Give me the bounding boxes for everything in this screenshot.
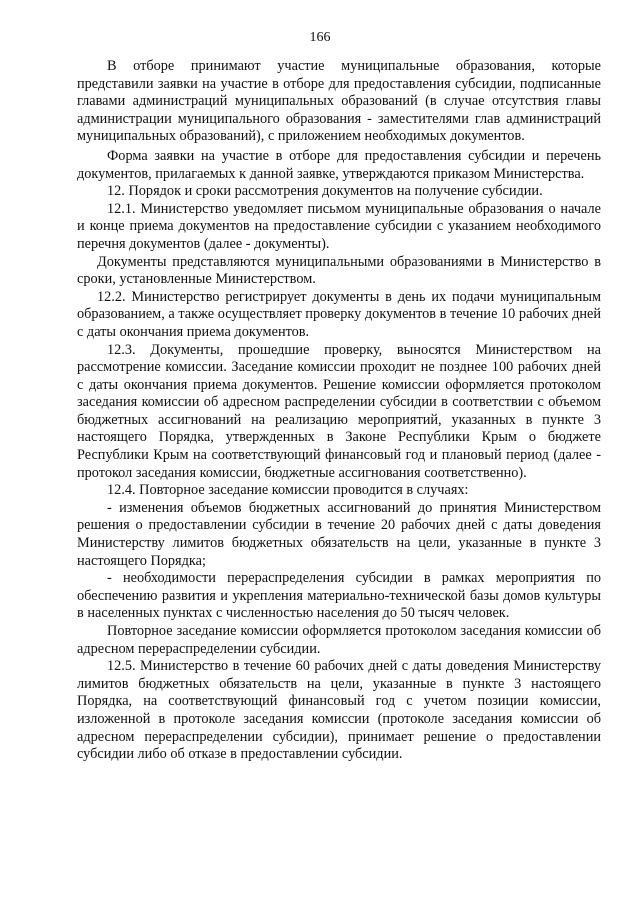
list-item-budget-change: - изменения объемов бюджетных ассигнований до принятия Министерством решения о предоставлении субсидии в течение 20 рабочих дней с даты доведения Министерству лимитов бюджетных обязательств на цели, указанные в пункте 3 настоящего Порядка;	[77, 499, 601, 569]
paragraph-application-form: Форма заявки на участие в отборе для предоставления субсидии и перечень документов, прилагаемых к данной заявке, утверждаются приказом Министерства.	[77, 147, 601, 182]
list-item-redistribution: - необходимости перераспределения субсидии в рамках мероприятия по обеспечению развития и укрепления материально-технической базы домов культуры в населенных пунктах с численностью населения до 50 тысяч человек.	[77, 570, 601, 622]
paragraph-12-4: 12.4. Повторное заседание комиссии проводится в случаях:	[107, 482, 469, 499]
document-body	[77, 58, 601, 764]
paragraph-12-3: 12.3. Документы, прошедшие проверку, выносятся Министерством на рассмотрение комиссии. Заседание комиссии проходит не позднее 100 рабочих дней с даты окончания приема документов. Решение комиссии оформляется протоколом заседания комиссии об адресном распределении субсидии в соответствии с объемом бюджетных ассигнований на реализацию мероприятий, указанных в пункте 3 настоящего Порядка, утвержденных в Законе Республики Крым о бюджете Республики Крым на соответствующий финансовый год и плановый период (далее - протокол заседания комиссии, бюджетные ассигнования соответственно).	[77, 341, 601, 481]
paragraph-documents-submission: Документы представляются муниципальными образованиями в Министерство в сроки, установленные Министерством.	[77, 253, 601, 288]
paragraph-repeat-meeting: Повторное заседание комиссии оформляется протоколом заседания комиссии об адресном перераспределении субсидии.	[77, 623, 601, 657]
paragraph-selection-participants: В отборе принимают участие муниципальные образования, которые представили заявки на участие в отборе для предоставления субсидии, подписанные главами администраций муниципальных образований (в случае отсутствия главы администрации муниципального образования - заместителями глав администраций муниципальных образований), с приложением необходимых документов.	[77, 58, 601, 145]
page-number: 166	[309, 30, 331, 45]
paragraph-12-2: 12.2. Министерство регистрирует документы в день их подачи муниципальным образованием, а также осуществляет проверку документов в течение 10 рабочих дней с даты окончания приема документов.	[77, 288, 601, 340]
section-heading-12: 12. Порядок и сроки рассмотрения документов на получение субсидии.	[107, 183, 543, 200]
paragraph-12-5: 12.5. Министерство в течение 60 рабочих дней с даты доведения Министерству лимитов бюджетных обязательств на цели, указанные в пункте 3 настоящего Порядка, на соответствующий финансовый год с учетом позиции комиссии, изложенной в протоколе заседания комиссии (протоколе заседания комиссии об адресном перераспределении субсидии), принимает решение о предоставлении субсидии либо об отказе в предоставлении субсидии.	[77, 658, 601, 763]
paragraph-12-1: 12.1. Министерство уведомляет письмом муниципальные образования о начале и конце приема документов на предоставление субсидии с указанием необходимого перечня документов (далее - документы).	[77, 200, 601, 252]
